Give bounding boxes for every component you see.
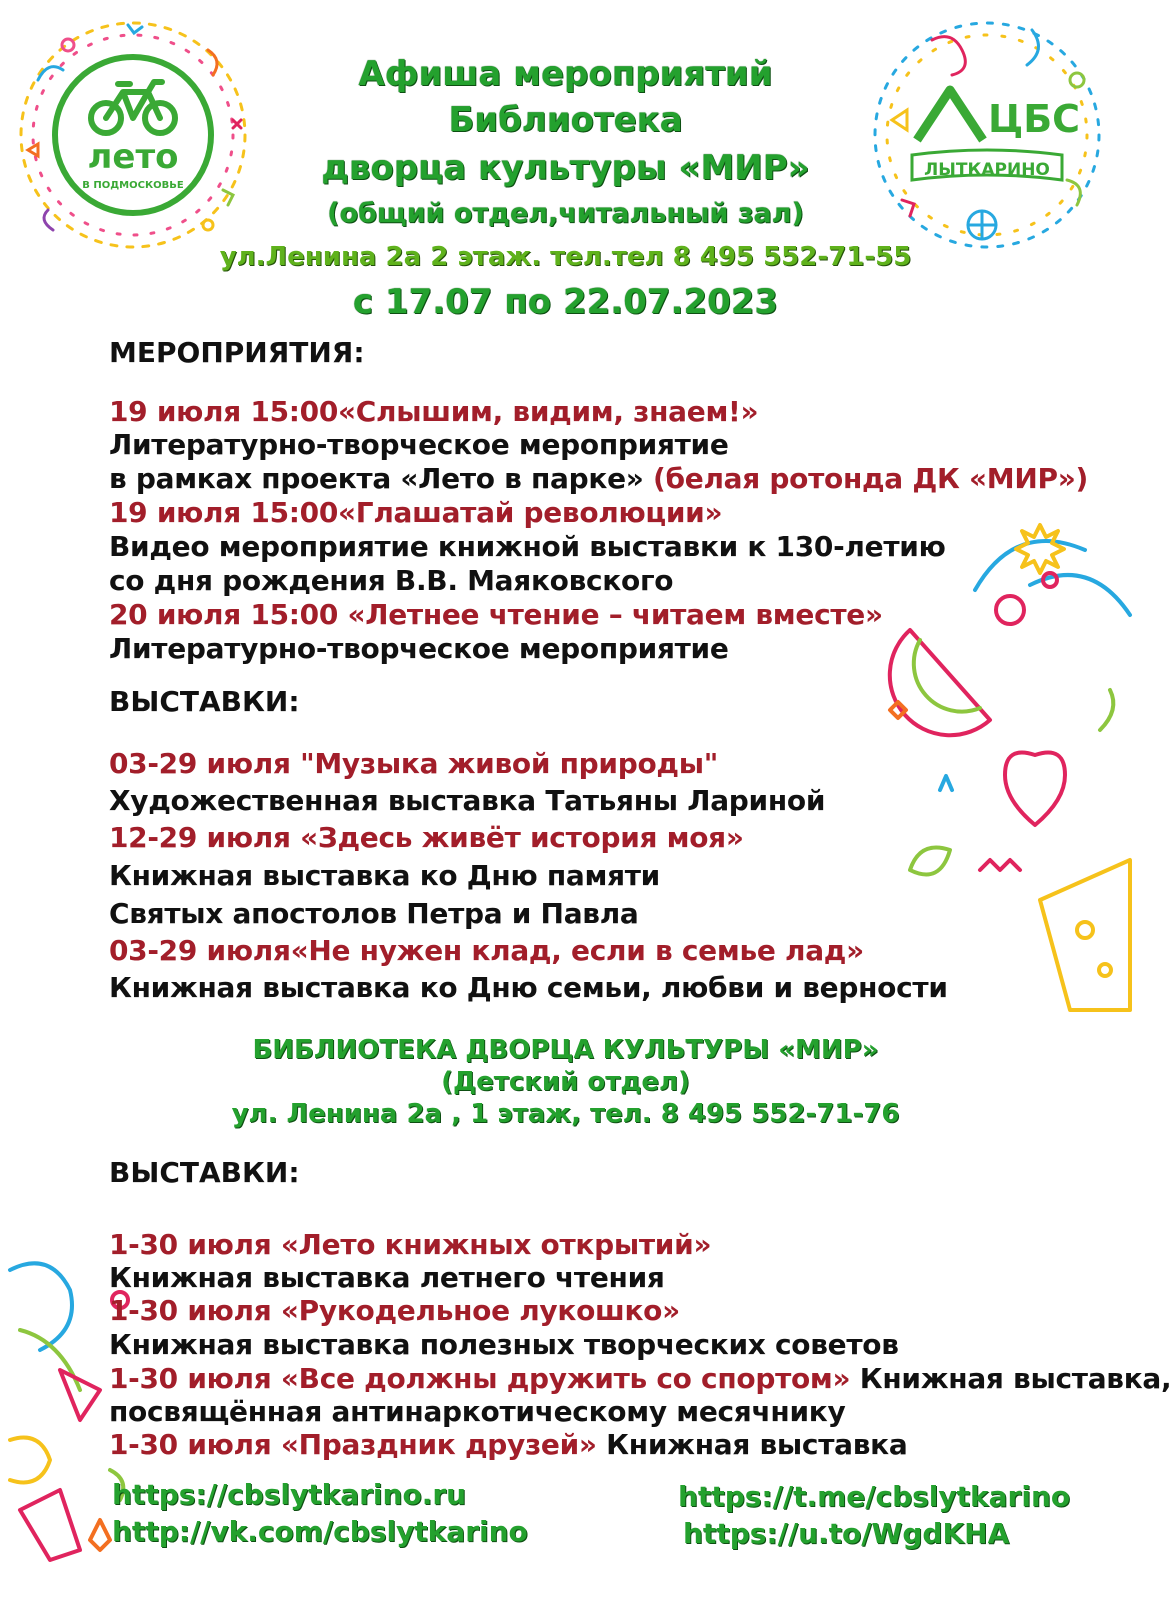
decorative-doodle-right bbox=[880, 490, 1131, 1030]
children-address: ул. Ленина 2а , 1 этаж, тел. 8 495 552-71-76 bbox=[231, 1099, 900, 1129]
exhibition-description: Святых апостолов Петра и Павла bbox=[109, 897, 639, 930]
website-link[interactable]: https://cbslytkarino.ru bbox=[112, 1478, 467, 1511]
children-library-name: БИБЛИОТЕКА ДВОРЦА КУЛЬТУРЫ «МИР» bbox=[252, 1035, 879, 1065]
children-exhibition-description: Книжная выставка летнего чтения bbox=[109, 1261, 665, 1294]
library-name: дворца культуры «МИР» bbox=[321, 148, 810, 188]
event-description: Видео мероприятие книжной выставки к 130-летию bbox=[109, 530, 946, 563]
short-link[interactable]: https://u.to/WgdKHA bbox=[683, 1517, 1010, 1550]
exhibition-description: Книжная выставка ко Дню семьи, любви и верности bbox=[109, 971, 948, 1004]
exhibition-description: Книжная выставка ко Дню памяти bbox=[109, 859, 661, 892]
children-exhibitions-heading: ВЫСТАВКИ: bbox=[109, 1156, 300, 1189]
children-exhibition-entry bbox=[109, 1362, 1171, 1396]
poster-title: Афиша мероприятий bbox=[358, 54, 773, 94]
exhibition-title: 03-29 июля«Не нужен клад, если в семье лад» bbox=[109, 934, 864, 967]
children-exhibition-description: Книжная выставка полезных творческих советов bbox=[109, 1328, 899, 1361]
children-exhibition-title: 1-30 июля «Рукодельное лукошко» bbox=[109, 1294, 680, 1327]
children-exhibition-description: Книжная выставка bbox=[596, 1428, 908, 1461]
exhibition-title: 03-29 июля "Музыка живой природы" bbox=[109, 747, 719, 780]
children-exhibition-description: посвящённая антинаркотическому месячнику bbox=[109, 1395, 846, 1428]
children-exhibition-title: 1-30 июля «Праздник друзей» bbox=[109, 1428, 597, 1461]
library-label: Библиотека bbox=[448, 100, 683, 140]
event-description-text: в рамках проекта «Лето в парке» bbox=[109, 462, 644, 495]
date-range: с 17.07 по 22.07.2023 bbox=[352, 282, 779, 322]
children-exhibition-entry bbox=[109, 1428, 907, 1462]
children-exhibition-title: 1-30 июля «Лето книжных открытий» bbox=[109, 1228, 712, 1261]
events-heading: МЕРОПРИЯТИЯ: bbox=[109, 336, 365, 369]
event-description: со дня рождения В.В. Маяковского bbox=[109, 564, 674, 597]
event-title: 20 июля 15:00 «Летнее чтение – читаем вместе» bbox=[109, 598, 883, 631]
event-description bbox=[109, 462, 1088, 496]
children-exhibition-description: Книжная выставка, bbox=[850, 1362, 1171, 1395]
event-title: 19 июля 15:00«Глашатай революции» bbox=[109, 496, 723, 529]
leto-logo-subtext: В ПОДМОСКОВЬЕ bbox=[82, 180, 184, 191]
telegram-link[interactable]: https://t.me/cbslytkarino bbox=[678, 1480, 1071, 1513]
event-description: Литературно-творческое мероприятие bbox=[109, 632, 729, 665]
event-venue: (белая ротонда ДК «МИР») bbox=[653, 462, 1089, 495]
exhibitions-heading: ВЫСТАВКИ: bbox=[109, 685, 300, 718]
children-exhibition-title: 1-30 июля «Все должны дружить со спортом» bbox=[109, 1362, 851, 1395]
vk-link[interactable]: http://vk.com/cbslytkarino bbox=[112, 1515, 528, 1548]
header-address: ул.Ленина 2а 2 этаж. тел.тел 8 495 552-71-55 bbox=[219, 242, 912, 272]
exhibition-description: Художественная выставка Татьяны Лариной bbox=[109, 784, 826, 817]
cbs-logo-text: ЦБС bbox=[987, 97, 1081, 141]
event-description: Литературно-творческое мероприятие bbox=[109, 428, 729, 461]
children-department-label: (Детский отдел) bbox=[441, 1067, 690, 1097]
leto-logo-text: лето bbox=[87, 137, 179, 177]
cbs-logo-subtext: ЛЫТКАРИНО bbox=[924, 160, 1050, 180]
exhibition-title: 12-29 июля «Здесь живёт история моя» bbox=[109, 821, 744, 854]
event-title: 19 июля 15:00«Слышим, видим, знаем!» bbox=[109, 395, 759, 428]
department-label: (общий отдел,читальный зал) bbox=[327, 198, 804, 229]
